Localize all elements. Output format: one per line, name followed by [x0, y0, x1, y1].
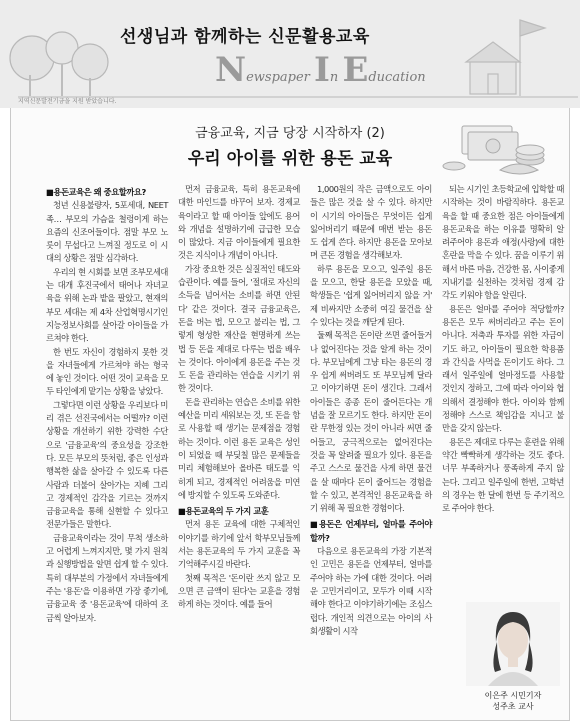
reporter-name: 이은주 시민기자: [484, 691, 542, 700]
paragraph: 청년 신용불량자, 5포세대, NEET족… 부모의 가슴을 철렁이게 하는 요즘의 신조어들이다. 점말 부모 노릇이 무섭다고 느껴질 정도로 이 시대의 상황은 점말 심각하다.: [46, 200, 168, 264]
section-brand: [215, 50, 426, 90]
paragraph: 우리의 현 시회를 보면 조부모세대는 대개 후진국에서 태어나 자녀교육을 위해 논과 밭을 팔았고, 현재의 부모 세대는 제 4차 산업혁명시기인 지능정보사회를 살아갈 아이들을 가르쳐야 한다.: [46, 266, 168, 344]
reporter-byline: [466, 690, 560, 712]
subheading: ■용돈은 언제부터, 얼마를 주어야 할까?: [310, 519, 432, 543]
paragraph: 먼저 용돈 교육에 대한 구체적인 이야기를 하기에 앞서 학부모님들께서는 용돈교육의 두 가지 교훈을 꼭 기억해주시길 바란다.: [178, 519, 300, 570]
brand-part-3: ducation: [368, 70, 426, 85]
paragraph: 가장 중요한 것은 실질적인 태도와 습관이다. 예를 들어, '절대로 자신의 소득을 넘어서는 소비를 하면 안된다' 같은 것이다. 결국 금융교육은, 돈을 버는 법, 모으고 불리는 법, 그렇게 형성한 재산을 현명하게 쓰는 법 등 돈을 제대로 다루는 법을 배우는 것이다. 아이에게 용돈을 주는 것도 돈을 관리하는 연습을 시키기 위한 것이다.: [178, 263, 300, 394]
section-header: [0, 0, 580, 108]
paragraph: 돈을 관리하는 연습은 소비를 위한 예산을 미리 세워보는 것, 또 돈을 함로 사용할 때 생기는 문제점을 경험하는 것이다. 이런 용돈 교육은 성인이 되었을 때 부딪칠 많은 문제들을 미리 체험해보아 올바른 태도를 익히게 되고, 경제적인 어려움을 미연에 방지할 수 있도록 도와준다.: [178, 396, 300, 500]
brand-part-2: n: [329, 70, 343, 85]
reporter-portrait-image: [466, 602, 560, 686]
paragraph: 먼저 금융교육, 특히 용돈교육에 대한 마인드를 바꾸어 보자. 경제교육이라고 할 때 아이들 앞에도 용어와 개념을 설명하기에 급급한 모습이 많았다. 지금 아이들에게 필요한 것은 지식이나 개념이 아니다.: [178, 184, 300, 261]
article-column-2: [178, 183, 300, 612]
article-column-3: [310, 183, 432, 638]
article-kicker: 금융교육, 지금 당장 시작하자 (2): [195, 126, 385, 141]
paragraph: 하루 용돈을 모으고, 일주일 용돈을 모으고, 한달 용돈을 모았을 때, 학생들은 '쉽게 잃어버리지 않을 거' 제 비싸지만 소중히 여길 물건을 살 수 있다는 것을 깨닫게 된다.: [310, 263, 432, 327]
article-column-4: [442, 183, 564, 515]
reporter-role: 성주초 교사: [492, 702, 534, 711]
paragraph: 첫째 목적은 '돈이란 쓰지 않고 모으면 큰 금액이 된다'는 교훈을 경험하게 하는 것이다. 예를 들어: [178, 572, 300, 610]
paragraph: 한 번도 자신이 경험하지 못한 것을 자녀들에게 가르쳐야 하는 형국에 놓인 것이다. 어떤 것이 교육을 모두 타인에게 맡기는 상황을 낳았다.: [46, 346, 168, 397]
paragraph: 다음으로 용돈교육의 가장 기본적인 고민은 용돈을 언제부터, 얼마를 주어야 하는 가에 대한 것이다. 어려운 고민거리이고, 모두가 이때 시작해야 한다고 이야기하기에는 조심스럽다. 개인적 의견으로는 아이의 사회생활이 시작: [310, 546, 432, 636]
paragraph: 용돈은 제대로 다루는 훈련을 위해 약간 빡빡하게 생각하는 것도 좋다. 너무 부족하거나 풍족하게 주지 않는다. 그리고 일주일에 한번, 고학년의 경우는 한 달에 한번 등 주기적으로 주어야 한다.: [442, 436, 564, 514]
reporter-photo: [466, 602, 560, 686]
paragraph: 용돈은 얼마를 주어야 적당할까? 용돈은 모두 써버리라고 주는 돈이 아니다. 저축과 투자를 위한 자금이기도 하고, 아이들이 필요한 학용품과 간식을 사먹을 돈이기도 하다. 그래서 일주일에 얼마정도를 사용할 것인지 정하고, 그에 따라 아이와 협의해서 결정해야 한다. 아이와 함께 정해야 스스로 책임감을 지니고 불만을 갖지 않는다.: [442, 303, 564, 434]
subheading: ■용돈교육은 왜 중요할까요?: [46, 187, 146, 197]
brand-part-1: ewspaper: [246, 70, 315, 85]
section-title: 선생님과 함께하는 신문활용교육: [120, 27, 370, 47]
paragraph: 그렇다면 이런 상황을 우리보다 미리 겪은 선진국에서는 어떨까? 이런 상황을 개선하기 위한 강력한 수단으로 '금융교육'의 중요성을 강조한다. 모든 부모의 뜻처럼, 좋은 인성과 행복한 삶을 살아갈 수 있도록 다른 사람과 더불어 살아가는 지혜 그리고 경제적인 감각을 기르는 것까지 금융교육을 통해 실현할 수 있다고 전문가들은 말한다.: [46, 399, 168, 530]
brand-initial-i: I: [314, 50, 330, 90]
paragraph: 되는 시기인 초등학교에 입학할 때 시작하는 것이 바람직하다. 용돈교육을 할 때 중요한 점은 아이들에게 용돈교육을 하는 이유를 명확히 알려주어야 용돈과 애정(사랑)에 대한 혼란을 막을 수 있다. 꿈을 이루기 위해서 바른 마음, 건강한 몸, 사이좋게 지내기를 실천하는 것처럼 경제 감각도 키워야 함을 알린다.: [442, 184, 564, 301]
article-column-1: [46, 183, 168, 625]
article-headline: 우리 아이를 위한 용돈 교육: [187, 149, 393, 169]
brand-initial-e: E: [342, 50, 369, 90]
funding-credit: 지역신문발전기금을 지원 받았습니다.: [18, 98, 117, 105]
paragraph: 1,000원의 작은 금액으로도 아이들은 많은 것을 살 수 있다. 하지만 이 시기의 아이들은 무엇이든 쉽게 잃어버리기 때문에 매번 받는 용돈도 쉽게 쓴다. 하지만 용돈을 모아보며 큰돈 경험을 생각해보자.: [310, 184, 432, 261]
subheading: ■용돈교육의 두 가지 교훈: [178, 506, 269, 517]
brand-initial-n: N: [215, 50, 247, 90]
paragraph: 금융교육이라는 것이 무척 생소하고 어렵게 느껴지지만, 몇 가지 원칙과 실행방법을 알면 쉽게 할 수 있다. 특히 대부분의 가정에서 자녀들에게 주는 '용돈'을 이용하면 가장 좋기에, 금융교육 중 '용돈교육'에 대하여 조금씩 알아보자.: [46, 532, 168, 623]
paragraph: 둘째 목적은 돈이란 쓰면 줄어들거나 없어진다는 것을 알게 하는 것이다. 부모님에게 그냥 타는 용돈의 경우 쉽게 써버려도 또 부모님께 달라고 이야기하면 돈이 생긴다. 그래서 아이들은 종종 돈이 줄어든다는 개념을 잘 모르기도 한다. 하지만 돈이란 무한정 있는 것이 아니라 써면 줄어들고, 궁극적으로는 없어진다는 것을 꼭 알려줄 필요가 있다. 용돈을 주고 스스로 물건을 사게 하면 물건을 살 때마다 돈이 줄어드는 경험을 할 수 있고, 본격적인 용돈교육을 하기 위해 꼭 필요한 경험이다.: [310, 330, 432, 514]
